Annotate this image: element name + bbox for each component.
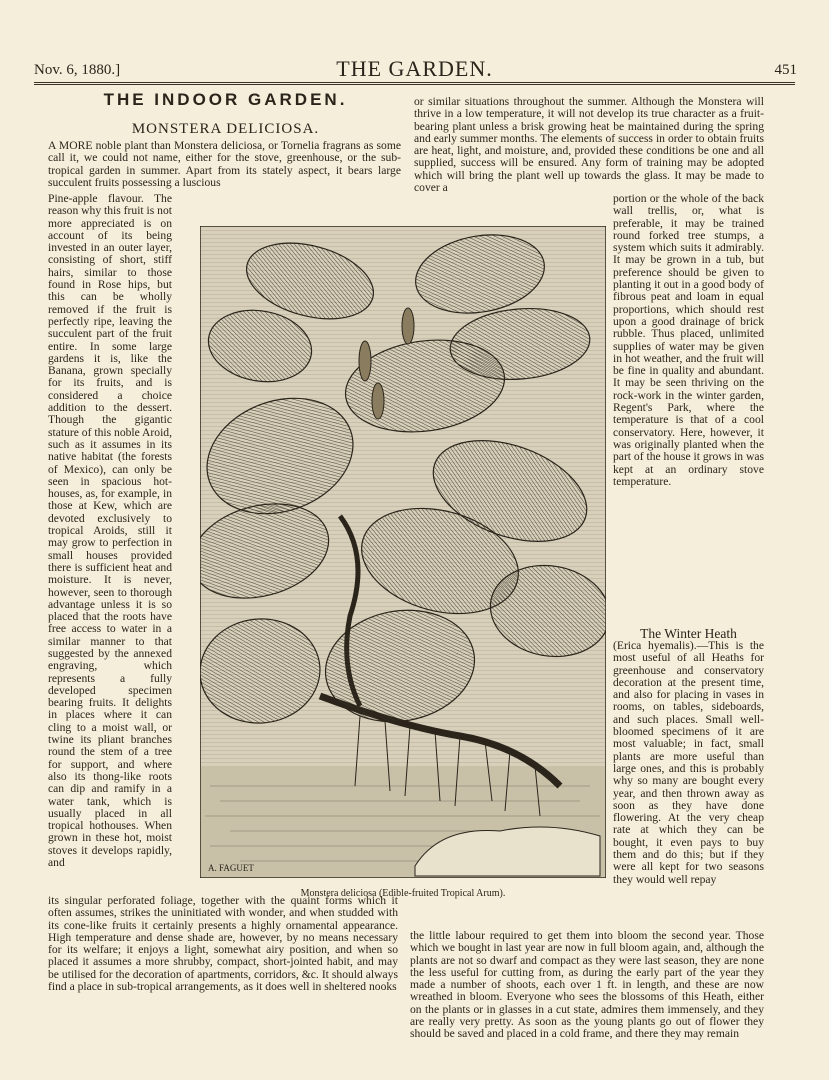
- engraver-signature: A. FAGUET: [208, 863, 254, 873]
- right-top-text: or similar situations throughout the summer. Although the Monstera will thrive in a low temperature, it will not develop its true character as a fruit-bearing plant unless a brisk growing heat be maintained during the spring and early summer months. The elements of success in order to obtain fruits are heat, light, and moisture, and, provided these conditions be one and all supplied, success will be ensured. Any form of training may be adopted which will bring the plant well up towards the glass. It may be made to cover a: [414, 95, 764, 195]
- right-column-text: portion or the whole of the back wall trellis, or, what is preferable, it may be trained round forked tree stumps, a system which suits it admirably. It may be grown in a tub, but preference should be given to planting it out in a good body of fibrous peat and loam in equal proportions, which should rest upon a good drainage of brick rubble. Thus placed, unlimited supplies of water may be given in hot weather, and the fruit will be fine in quality and abundant. It may be seen thriving on the rock-work in the winter garden, Regent's Park, where the temperature is that of a cool conservatory. Here, however, it was originally planted when the part of the house it grows in was kept at an ordinary stove temperature.: [613, 192, 765, 488]
- winter-heath-text: (Erica hyemalis).—This is the most useful of all Heaths for greenhouse and conservatory decoration at the present time, and also for placing in vases in rooms, on tables, sideboards, and such places. Small well-bloomed specimens of it are most valuable; in fact, small plants are more useful than large ones, and this is probably why so many are bought every year, and then thrown away as soon as they have done flowering. At the very cheap rate at which they can be bought, it even pays to buy them and do this; but if they were all kept for two seasons they would well repay: [613, 639, 764, 886]
- monstera-engraving: [200, 226, 606, 878]
- header-date: Nov. 6, 1880.]: [34, 62, 121, 78]
- page-number: 451: [774, 62, 797, 78]
- article-title: MONSTERA DELICIOSA.: [131, 121, 320, 137]
- bottom-left-text: its singular perforated foliage, together with the quaint forms which it often assumes, strikes the uninitiated with wonder, and when studded with its cone-like fruits it certainly presents a highly ornamental appearance. High temperature and dense shade are, however, by no means necessary for its welfare; it enjoys a light, somewhat airy position, and when so placed it assumes a more shrubby, compact, short-jointed habit, and may be utilised for the decoration of apartments, corridors, &c. It should always find a place in sub-tropical arrangements, as it does well in sheltered nooks: [48, 894, 398, 994]
- winter-heath-heading: The Winter Heath: [640, 626, 737, 641]
- section-title: THE INDOOR GARDEN.: [103, 90, 348, 109]
- intro-paragraph: A MORE noble plant than Monstera deliciosa, or Tornelia fragrans as some call it, we could not name, either for the stove, greenhouse, or the sub-tropical garden in summer. Apart from its stately aspect, it bears large succulent fruits possessing a luscious: [48, 139, 401, 189]
- header-rule-double: [34, 84, 795, 85]
- left-column-text: Pine-apple flavour. The reason why this fruit is not more appreciated is on account of its being invested in an outer layer, consisting of short, stiff hairs, similar to those found in Rose hips, but this can be wholly removed if the fruit is perfectly ripe, leaving the succulent part of the fruit entire. In some large gardens it is, like the Banana, grown specially for its fruits, and is considered a choice addition to the dessert. Though the gigantic stature of this noble Aroid, such as it assumes in its native habitat (the forests of Mexico), can only be seen in spacious hot-houses, as, for example, in those at Kew, which are devoted exclusively to tropical Aroids, still it may grow to perfection in small houses provided there is sufficient heat and moisture. It is never, however, seen to thorough advantage unless it is so placed that the roots have free access to water in a similar manner to that suggested by the annexed engraving, which represents a fully developed specimen bearing fruits. It delights in places where it can cling to a moist wall, or twine its pliant branches round the stem of a tree for support, and where also its thong-like roots can dip and ramify in a water tank, which is usually placed in all tropical hothouses. When grown in these hot, moist stoves it develops rapidly, and: [48, 192, 172, 870]
- figure-caption: Monstera deliciosa (Edible-fruited Tropical Arum).: [300, 888, 506, 899]
- journal-title: THE GARDEN.: [336, 56, 493, 81]
- bottom-right-text: the little labour required to get them into bloom the second year. Those which we bought in last year are now in full bloom again, and, although the plants are not so dwarf and compact as they were last season, they are none the less useful for cutting from, as during the early part of the year they made a number of shoots, each over 1 ft. in length, and these are now wreathed in bloom. Everyone who sees the blossoms of this Heath, either on the plants or in glasses in a cut state, admires them immensely, and they are really very pretty. As soon as the young plants go out of flower they should be saved and placed in a cold frame, and there they may remain: [410, 929, 764, 1041]
- header-rule: [34, 82, 795, 83]
